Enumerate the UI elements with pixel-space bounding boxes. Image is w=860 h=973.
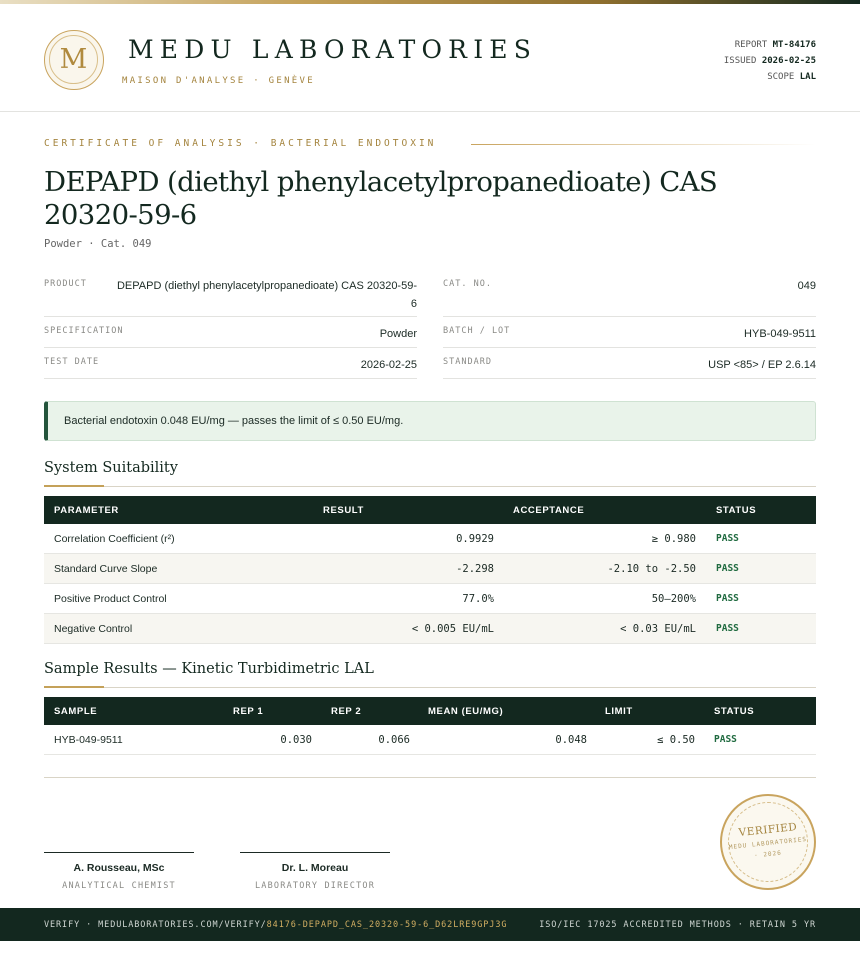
report-meta (724, 37, 816, 85)
column-header: LIMIT (605, 706, 633, 717)
samples-table-header (44, 697, 816, 725)
detail-test-date: TEST DATE 2026-02-25 (44, 348, 417, 379)
logo-letter: M (49, 35, 98, 84)
detail-batch-lot: BATCH / LOT HYB-049-9511 (443, 317, 816, 348)
table-row: Standard Curve Slope -2.298 -2.10 to -2.50 PASS (44, 554, 816, 584)
verify-link[interactable]: VERIFY · MEDULABORATORIES.COM/VERIFY/84176-DEPAPD_CAS_20320-59-6_D62LRE9GPJ3G (44, 920, 508, 930)
status-badge: PASS (716, 623, 739, 634)
signature-director: Dr. L. Moreau LABORATORY DIRECTOR (240, 852, 390, 891)
verify-code[interactable]: 84176-DEPAPD_CAS_20320-59-6_D62LRE9GPJ3G (266, 920, 508, 930)
table-row: Negative Control < 0.005 EU/mL < 0.03 EU/mL PASS (44, 614, 816, 644)
status-badge: PASS (714, 734, 737, 745)
column-header: REP 2 (331, 706, 362, 717)
column-header: RESULT (323, 505, 364, 516)
issued-date-row: ISSUED 2026-02-25 (723, 56, 816, 66)
logo-emblem (44, 30, 104, 90)
report-number-row: REPORT MT-84176 (734, 40, 816, 50)
column-header: SAMPLE (54, 706, 98, 717)
signature-analyst: A. Rousseau, MSc ANALYTICAL CHEMIST (44, 852, 194, 891)
detail-specification: SPECIFICATION Powder (44, 317, 417, 348)
lab-name: MEDU LABORATORIES (128, 35, 538, 64)
column-header: MEAN (EU/MG) (428, 706, 504, 717)
column-header: REP 1 (233, 706, 264, 717)
accreditation-note: ISO/IEC 17025 ACCREDITED METHODS · RETAIN 5 YR (539, 920, 816, 930)
status-badge: PASS (716, 593, 739, 604)
status-badge: PASS (716, 563, 739, 574)
scope-row: SCOPE LAL (767, 72, 816, 82)
table-row: Correlation Coefficient (r²) 0.9929 ≥ 0.980 PASS (44, 524, 816, 554)
column-header: STATUS (714, 706, 755, 717)
lab-tagline: MAISON D'ANALYSE · GENÈVE (122, 76, 315, 86)
letterhead (0, 4, 860, 112)
status-badge: PASS (716, 533, 739, 544)
verified-seal: VERIFIED MEDU LABORATORIES · 2026 (720, 794, 816, 890)
footer-bar (0, 908, 860, 941)
eyebrow-divider (471, 144, 816, 145)
column-header: STATUS (716, 505, 757, 516)
section-rule (44, 687, 816, 688)
section-title-suitability: System Suitability (44, 460, 178, 476)
document-type (44, 138, 816, 152)
result-notice (44, 401, 816, 441)
detail-product: PRODUCT DEPAPD (diethyl phenylacetylpropanedioate) CAS 20320-59-6 (44, 270, 417, 317)
column-header: ACCEPTANCE (513, 505, 585, 516)
section-rule (44, 486, 816, 487)
table-row: Positive Product Control 77.0% 50–200% PASS (44, 584, 816, 614)
divider (44, 777, 816, 778)
detail-standard: STANDARD USP <85> / EP 2.6.14 (443, 348, 816, 379)
page-title: DEPAPD (diethyl phenylacetylpropanedioate) CAS 20320-59-6 (44, 166, 718, 231)
suitability-table-header (44, 496, 816, 524)
page-subtitle: Powder · Cat. 049 (44, 238, 152, 250)
detail-cat-no: CAT. NO. 049 (443, 270, 816, 317)
document-type-label: CERTIFICATE OF ANALYSIS · BACTERIAL ENDOTOXIN (44, 138, 437, 149)
table-row: HYB-049-9511 0.030 0.066 0.048 ≤ 0.50 PASS (44, 725, 816, 755)
section-title-samples: Sample Results — Kinetic Turbidimetric LAL (44, 661, 374, 677)
column-header: PARAMETER (54, 505, 119, 516)
result-notice-text: Bacterial endotoxin 0.048 EU/mg — passes the limit of ≤ 0.50 EU/mg. (64, 415, 404, 427)
